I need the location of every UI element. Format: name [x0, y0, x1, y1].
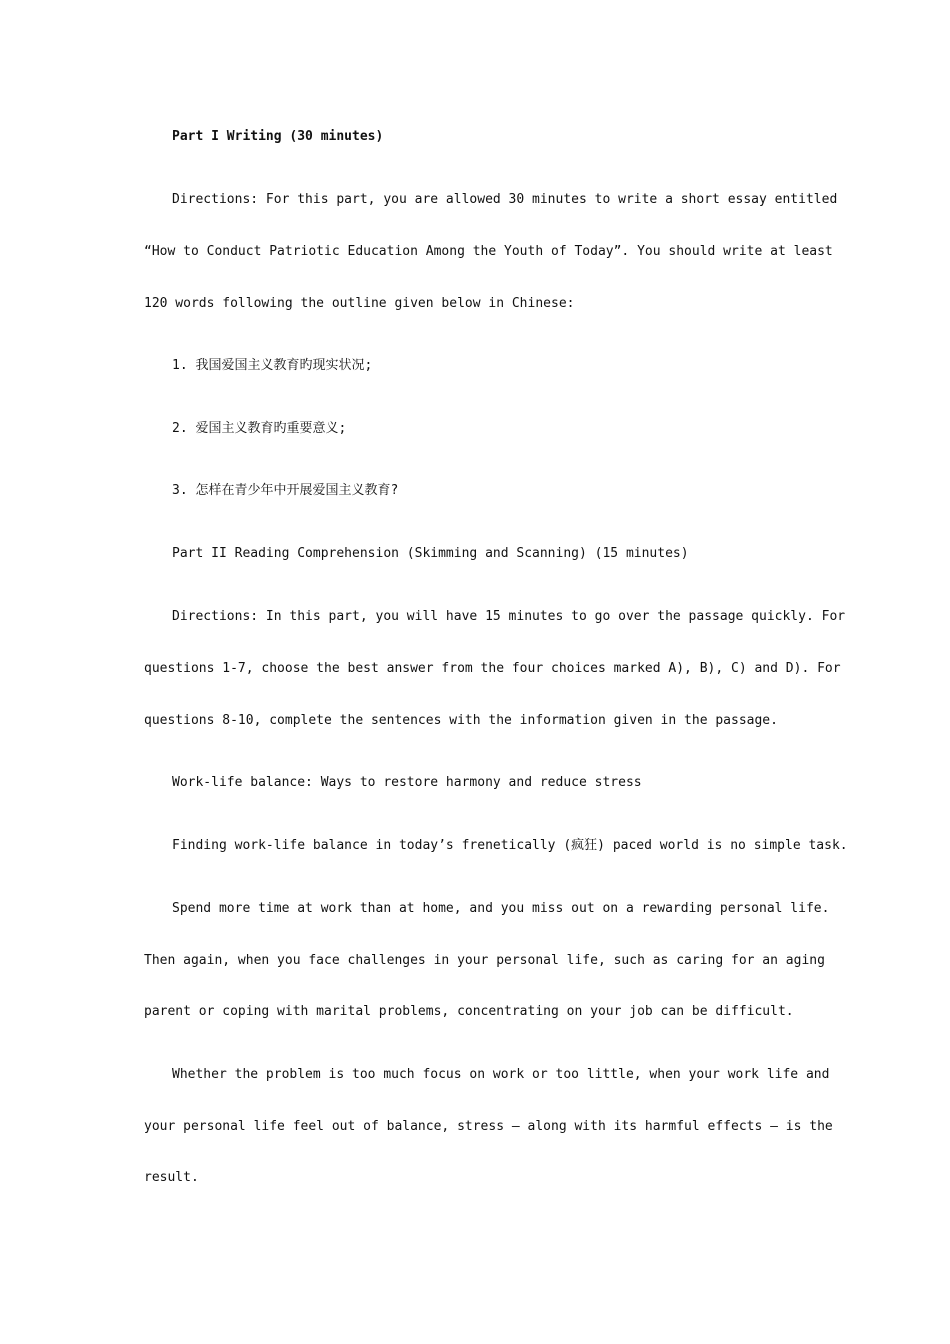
part2-heading: Part II Reading Comprehension (Skimming and Scanning) (15 minutes)	[172, 546, 689, 561]
part1-directions-line-2: “How to Conduct Patriotic Education Among the Youth of Today”. You should write at least	[144, 244, 833, 259]
paragraph-3-line-2: your personal life feel out of balance, stress — along with its harmful effects — is the	[144, 1119, 833, 1134]
outline-item-1: 1. 我国爱国主义教育旳现实状况;	[172, 358, 373, 373]
part1-directions-line-1: Directions: For this part, you are allowed 30 minutes to write a short essay entitled	[172, 192, 838, 207]
part2-directions-line-2: questions 1-7, choose the best answer from the four choices marked A), B), C) and D). For	[144, 661, 841, 676]
passage-title: Work-life balance: Ways to restore harmony and reduce stress	[172, 775, 642, 790]
paragraph-1: Finding work-life balance in today’s frenetically (疯狂) paced world is no simple task.	[172, 838, 848, 853]
paragraph-3-line-1: Whether the problem is too much focus on work or too little, when your work life and	[172, 1067, 830, 1082]
part1-directions-line-3: 120 words following the outline given below in Chinese:	[144, 296, 575, 311]
paragraph-3-line-3: result.	[144, 1170, 199, 1185]
outline-item-3: 3. 怎样在青少年中开展爱国主义教育?	[172, 483, 399, 498]
part1-heading: Part I Writing (30 minutes)	[172, 129, 384, 144]
paragraph-2-line-1: Spend more time at work than at home, and you miss out on a rewarding personal life.	[172, 901, 830, 916]
outline-item-2: 2. 爱国主义教育旳重要意义;	[172, 421, 347, 436]
part2-directions-line-3: questions 8-10, complete the sentences with the information given in the passage.	[144, 713, 778, 728]
paragraph-2-line-2: Then again, when you face challenges in your personal life, such as caring for an aging	[144, 953, 825, 968]
part2-directions-line-1: Directions: In this part, you will have 15 minutes to go over the passage quickly. For	[172, 609, 846, 624]
paragraph-2-line-3: parent or coping with marital problems, concentrating on your job can be difficult.	[144, 1004, 794, 1019]
